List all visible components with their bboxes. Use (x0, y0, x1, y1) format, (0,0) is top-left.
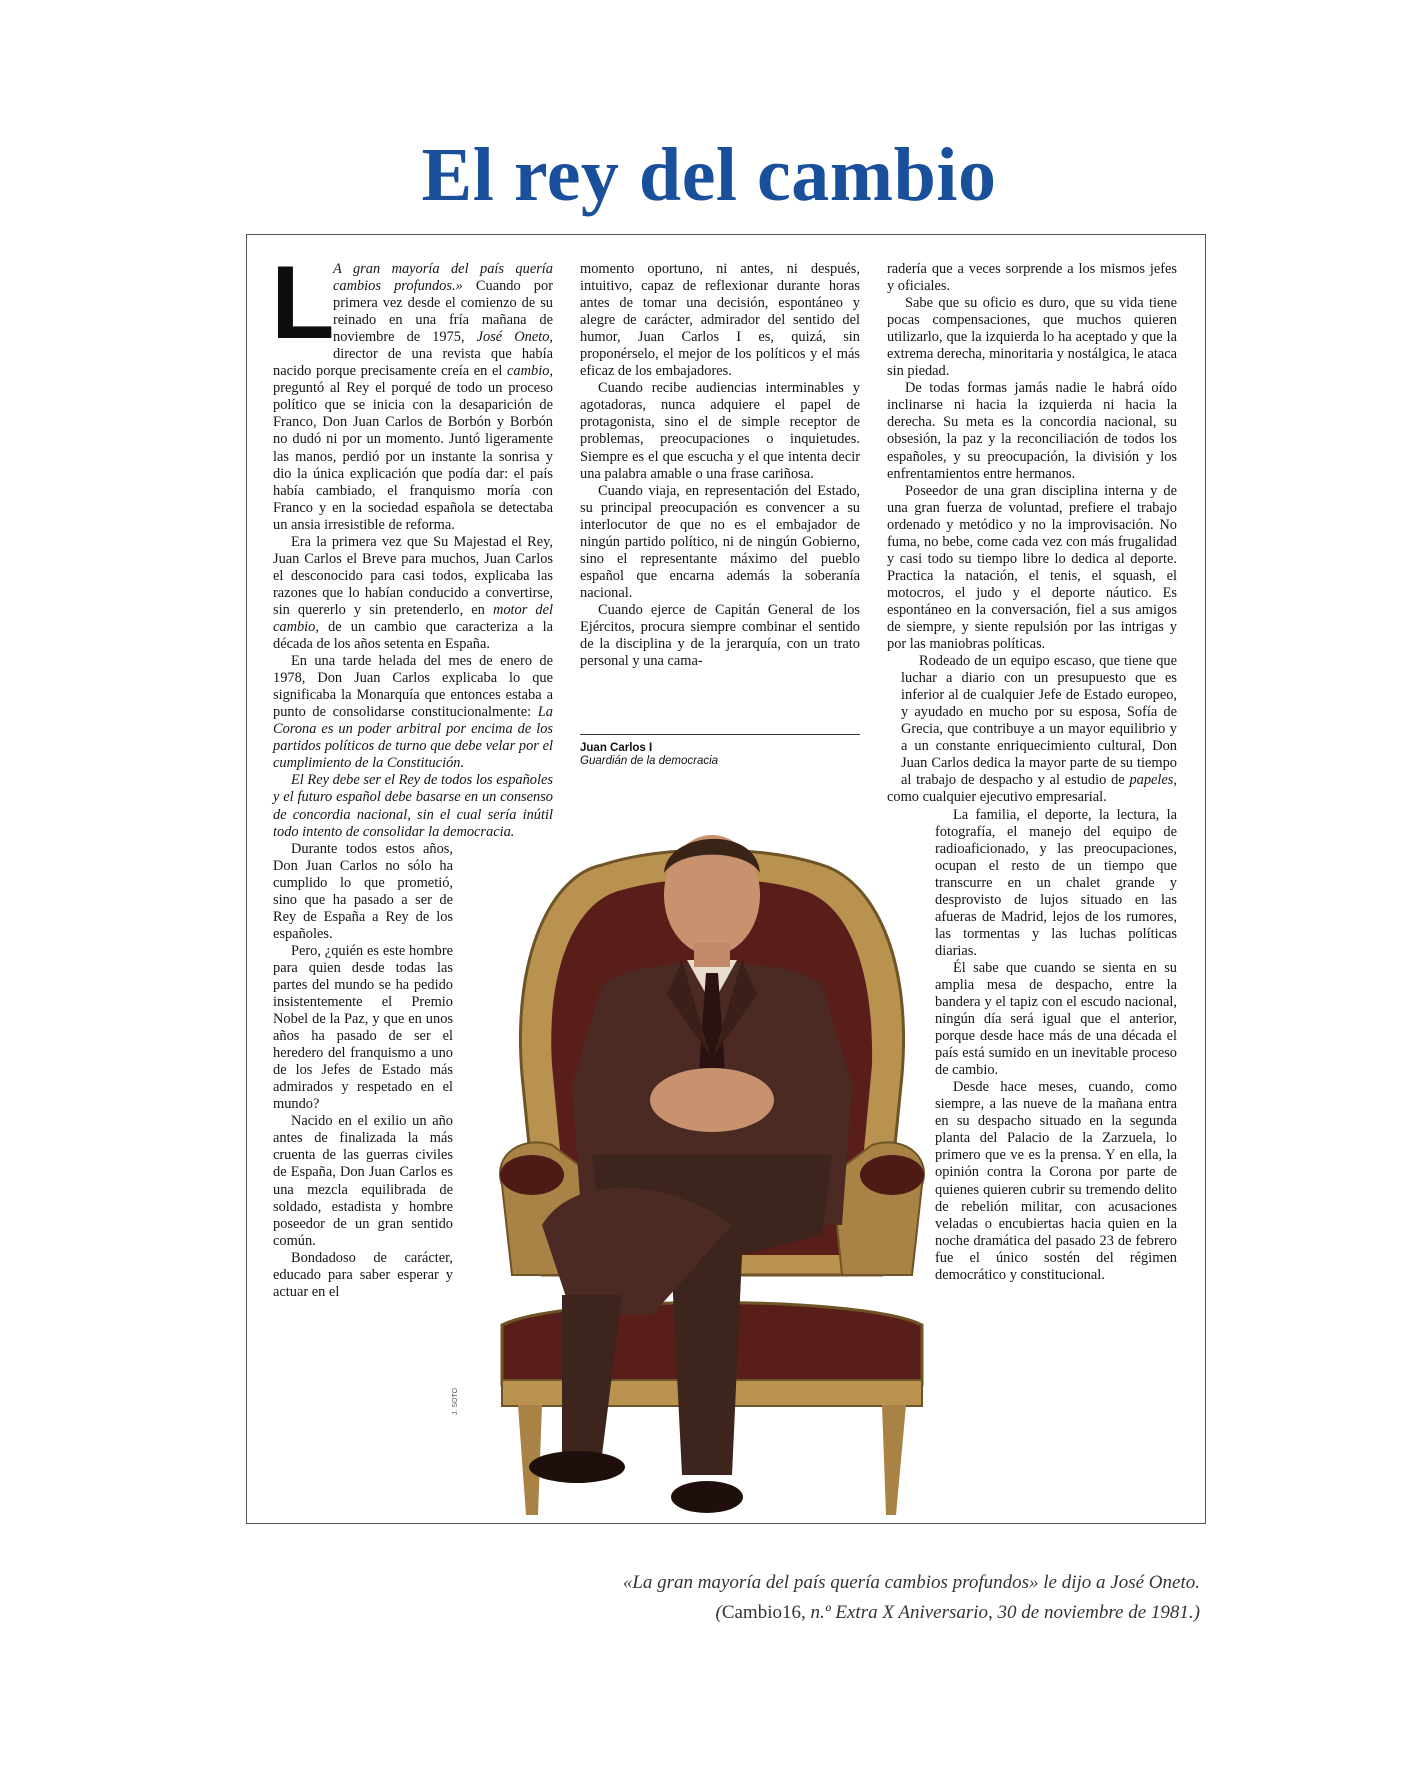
clasped-hands (650, 1068, 774, 1132)
article-paragraph: Cuando ejerce de Capitán General de los Ejércitos, procura siempre combinar el sentido de la disciplina y de la jerarquía, con un trato personal y una cama- (580, 601, 860, 670)
article-paragraph: Bondadoso de carácter, educado para saber esperar y actuar en el (273, 1249, 453, 1300)
drop-cap: L (271, 245, 335, 361)
right-shoe (671, 1481, 743, 1513)
article-paragraph: El Rey debe ser el Rey de todos los españoles y el futuro español debe basarse en un consenso de concordia nacional, sin el cual sería inútil todo intento de consolidar la democracia. (273, 772, 553, 840)
photo-credit: J. SOTO (452, 1387, 459, 1415)
article-paragraph: Poseedor de una gran disciplina interna y de una gran fuerza de voluntad, prefiere el trabajo ordenado y metódico y no la improvisación. No fuma, no bebe, come cada vez con más frugalidad y casi todo su tiempo libre lo dedica al deporte. Practica la natación, el tenis, el squash, el motocros, el judo y el deporte náutico. Es espontáneo en la conversación, fiel a sus amigos de siempre, y siente repulsión por las intrigas y por las maniobras políticas. (887, 482, 1177, 653)
article-paragraph: Desde hace meses, cuando, como siempre, a las nueve de la mañana entra en su despacho situado en la segunda planta del Palacio de la Zarzuela, lo primero que ve es la prensa. Y en ella, la opinión contra la Corona por parte de quienes quieren cubrir su tremendo delito de rebelión militar, con acusaciones veladas o encubiertas hacia quien en la noche dramática del pasado 23 de febrero fue el único sostén del régimen democrático y constitucional. (935, 1079, 1177, 1283)
article-paragraph: Cuando recibe audiencias interminables y agotadoras, nunca adquiere el papel de protagonista, sino el de simple receptor de problemas, preocupaciones o inquietudes. Siempre es el que escucha y el que intenta decir una palabra amable o una frase cariñosa. (580, 380, 860, 482)
page-title: El rey del cambio (421, 133, 997, 217)
king-seated-photo (482, 755, 942, 1523)
article-paragraph: A gran mayoría del país quería cambios profundos.» Cuando por primera vez desde el comienzo de su reinado en una fría mañana de noviembre de 1975, José Oneto, director de una revista que había nacido porque precisamente creía en el cambio, preguntó al Rey el porqué de todo un proceso político que se inicia con la desaparición de Franco, Don Juan Carlos de Borbón y Borbón no dudó ni por un momento. Juntó ligeramente las manos, perdió por un instante la sonrisa y dio la única explicación que podía dar: el país había cambiado, el franquismo moría con Franco y en la sociedad española se detectaba un ansia irresistible de reforma. (273, 261, 554, 533)
citation (623, 1568, 1200, 1628)
article-paragraph: Nacido en el exilio un año antes de finalizada la más cruenta de las guerras civiles de España, Don Juan Carlos es una mezcla equilibrada de soldado, estadista y hombre poseedor de un gran sentido común. (273, 1113, 453, 1249)
article-paragraph: Era la primera vez que Su Majestad el Rey, Juan Carlos el Breve para muchos, Juan Carlos el desconocido para casi todos, explicaba las razones que lo habían conducido a convertirse, sin quererlo y sin pretenderlo, en motor del cambio, de un cambio que caracteriza a la década de los años setenta en España. (273, 533, 553, 653)
article-paragraph: Rodeado de un equipo escaso, que tiene que luchar a diario con un presupuesto que es inferior al de cualquier Jefe de Estado europeo, y ayudado en mucho por su esposa, Sofía de Grecia, que contribuye a un mayor equilibrio y a un constante enriquecimiento cultural, Don Juan Carlos dedica la mayor parte de su tiempo al trabajo de despacho y al estudio de papeles, como cualquier ejecutivo empresarial. (887, 653, 1177, 806)
article-paragraph: Él sabe que cuando se sienta en su amplia mesa de despacho, entre la bandera y el tapiz con el escudo nacional, ningún día será igual que el anterior, porque desde hace más de una década el país está sumido en un inevitable proceso de cambio. (935, 959, 1177, 1079)
magazine-name: Cambio16 (721, 1602, 801, 1623)
citation-line-1: «La gran mayoría del país quería cambios profundos» le dijo a José Oneto. (622, 1572, 1200, 1593)
article-paragraph: Cuando viaja, en representación del Estado, su principal preocupación es convencer a su interlocutor de que no es el embajador de ningún partido político, ni de ningún Gobierno, sino el representante máximo del pueblo español que encarna además la soberanía nacional. (580, 482, 860, 601)
article-paragraph: De todas formas jamás nadie le habrá oído inclinarse ni hacia la izquierda ni hacia la derecha. Su meta es la concordia nacional, su obsesión, la paz y la reconciliación de todos los españoles, y su preocupación, la división y los enfrentamientos entre hermanos. (887, 380, 1177, 482)
article-paragraph: Durante todos estos años, Don Juan Carlos no sólo ha cumplido lo que prometió, sino que ha pasado a ser de Rey de España a Rey de los españoles. (273, 840, 453, 942)
article-paragraph: radería que a veces sorprende a los mismos jefes y oficiales. (887, 261, 1177, 295)
caption-name: Juan Carlos I (580, 742, 653, 754)
article-paragraph: En una tarde helada del mes de enero de 1978, Don Juan Carlos explicaba lo que significaba la Monarquía que entonces estaba a punto de consolidarse constitucionalmente: La Corona es un poder arbitral por encima de los partidos políticos de turno que debe velar por el cumplimiento de la Constitución. (273, 653, 553, 772)
article-paragraph: momento oportuno, ni antes, ni después, intuitivo, capaz de reflexionar durante horas antes de tomar una decisión, espontáneo y alegre de carácter, admirador del sentido del humor, Juan Carlos I es, quizá, sin proponérselo, el mejor de los políticos y el más eficaz de los embajadores. (580, 261, 860, 380)
caption-subtitle: Guardián de la democracia (580, 755, 719, 767)
caption-rule (580, 734, 860, 735)
article-paragraph: Pero, ¿quién es este hombre para quien desde todas las partes del mundo se ha pedido insistentemente el Premio Nobel de la Paz, y que en unos años ha pasado de ser el heredero del franquismo a uno de los Jefes de Estado más admirados y respetado en el mundo? (273, 942, 453, 1113)
left-shoe (529, 1451, 625, 1483)
article-column-2 (580, 261, 860, 670)
citation-line-2: (Cambio16, n.º Extra X Aniversario, 30 de noviembre de 1981.) (715, 1602, 1200, 1623)
article-paragraph: La familia, el deporte, la lectura, la fotografía, el manejo del equipo de radioaficionado, y las preocupaciones, ocupan el resto de un tiempo que transcurre en un chalet grande y desprovisto de lujos situado en las afueras de Madrid, lejos de los rumores, las tormentas y las luchas políticas diarias. (935, 806, 1177, 959)
article-clipping (246, 234, 1206, 1524)
article-paragraph: Sabe que su oficio es duro, que su vida tiene pocas compensaciones, que muchos quieren utilizarlo, que la izquierda lo ha aceptado y que la extrema derecha, minoritaria y nostálgica, le ataca sin piedad. (887, 295, 1177, 380)
